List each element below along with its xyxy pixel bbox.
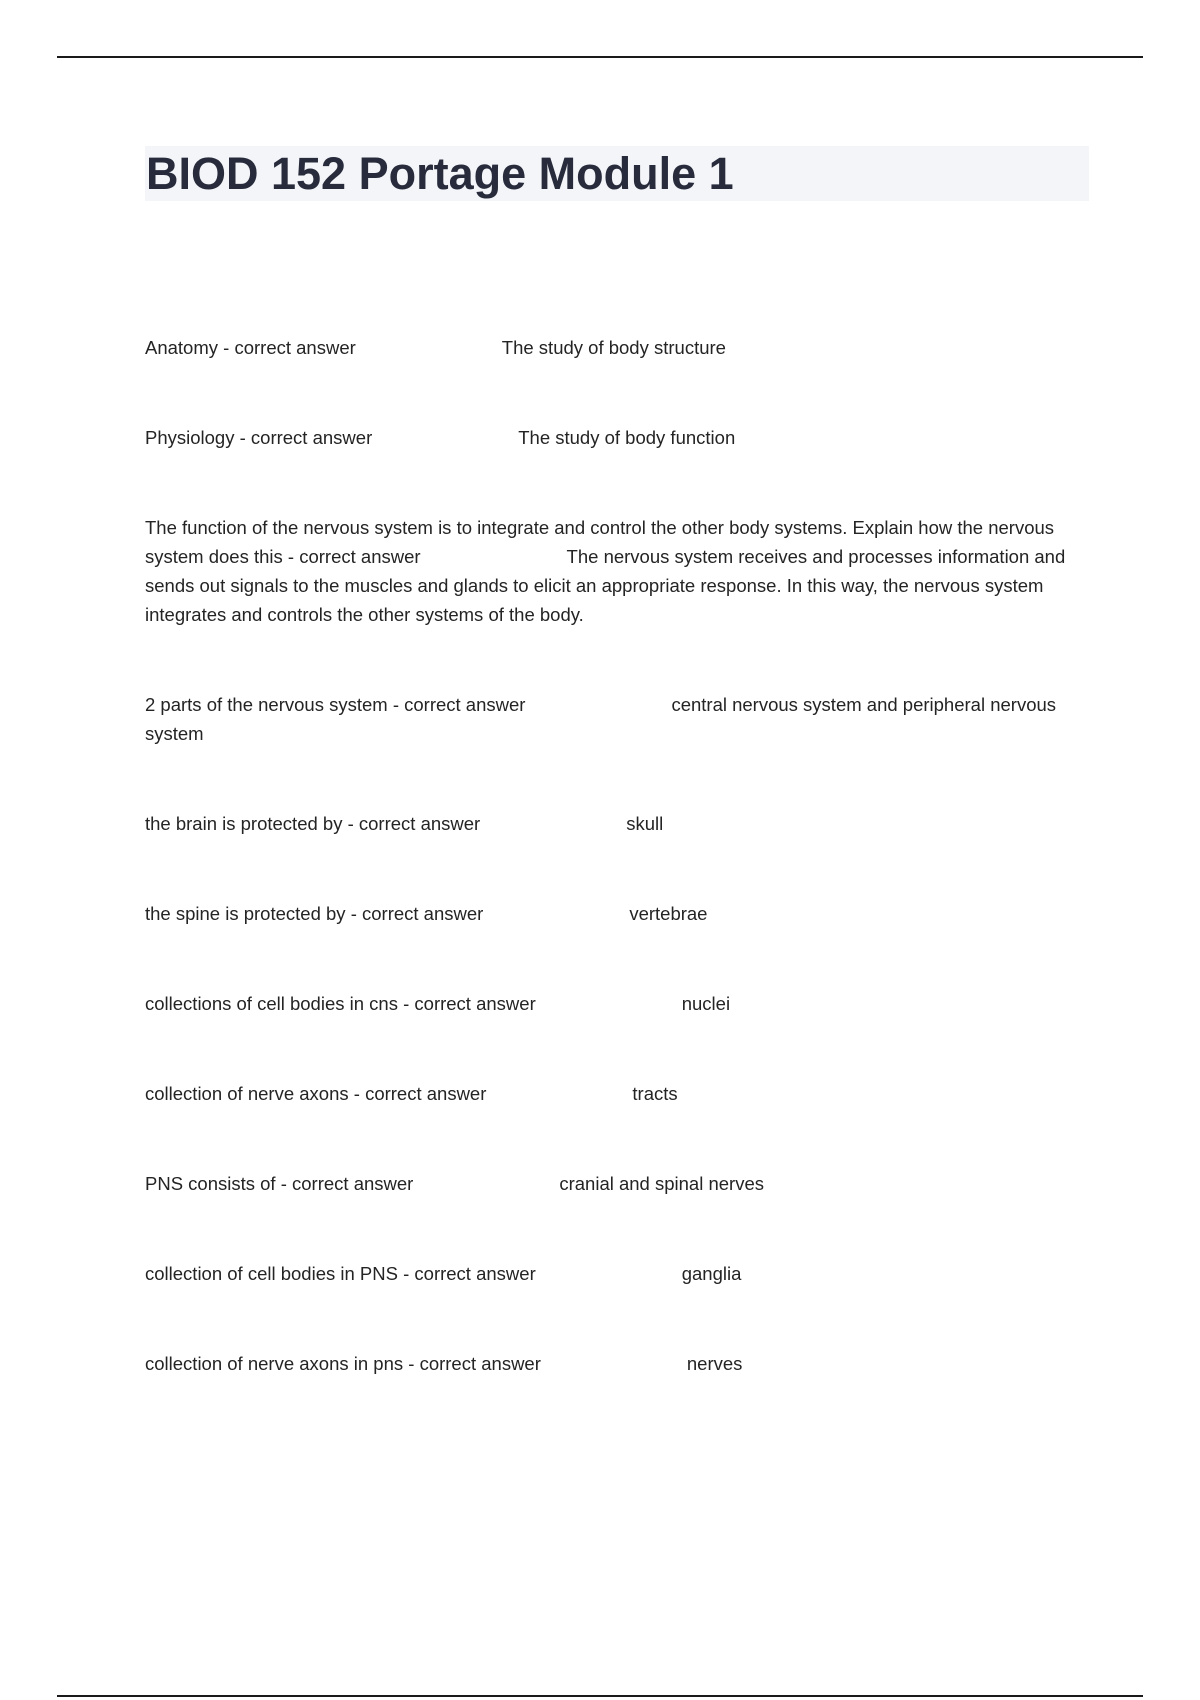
- answer-marker: - correct answer: [350, 903, 484, 924]
- bottom-rule: [57, 1695, 1143, 1697]
- card-term: 2 parts of the nervous system: [145, 694, 388, 715]
- card-definition: nerves: [686, 1353, 743, 1374]
- page-title: BIOD 152 Portage Module 1: [146, 148, 734, 199]
- flashcard-list: [145, 333, 1085, 1439]
- card-definition: tracts: [632, 1083, 678, 1104]
- flashcard: [145, 333, 1085, 362]
- card-definition: ganglia: [681, 1263, 742, 1284]
- card-definition: nuclei: [681, 993, 731, 1014]
- answer-marker: - correct answer: [353, 1083, 487, 1104]
- answer-marker: - correct answer: [403, 993, 536, 1014]
- card-definition: central nervous system and peripheral nervous system: [145, 694, 1057, 744]
- card-term: collection of nerve axons: [145, 1083, 349, 1104]
- card-definition: cranial and spinal nerves: [559, 1173, 764, 1194]
- card-term: collections of cell bodies in cns: [145, 993, 398, 1014]
- answer-marker: - correct answer: [347, 813, 481, 834]
- card-term: collection of cell bodies in PNS: [145, 1263, 398, 1284]
- card-definition: vertebrae: [629, 903, 708, 924]
- card-term: the spine is protected by: [145, 903, 346, 924]
- flashcard: [145, 690, 1085, 748]
- answer-marker: - correct answer: [403, 1263, 536, 1284]
- flashcard: [145, 809, 1085, 838]
- answer-marker: - correct answer: [408, 1353, 541, 1374]
- answer-marker: - correct answer: [280, 1173, 414, 1194]
- flashcard: [145, 989, 1085, 1018]
- card-definition: skull: [626, 813, 664, 834]
- card-term: Anatomy: [145, 337, 219, 358]
- top-rule: [57, 56, 1143, 58]
- answer-marker: - correct answer: [223, 337, 356, 358]
- answer-marker: - correct answer: [392, 694, 526, 715]
- card-term: collection of nerve axons in pns: [145, 1353, 404, 1374]
- card-term: the brain is protected by: [145, 813, 343, 834]
- flashcard: [145, 1169, 1085, 1198]
- flashcard: [145, 1079, 1085, 1108]
- flashcard: [145, 1259, 1085, 1288]
- card-definition: The study of body function: [518, 427, 736, 448]
- answer-marker: - correct answer: [239, 427, 373, 448]
- flashcard: [145, 899, 1085, 928]
- card-term: The function of the nervous system is to integrate and control the other body systems. Explain how the nervous system does this: [145, 517, 1055, 567]
- card-term: PNS consists of: [145, 1173, 276, 1194]
- flashcard: [145, 423, 1085, 452]
- card-definition: The nervous system receives and processes information and sends out signals to the muscles and glands to elicit an appropriate response. In this way, the nervous system integrates and controls the other systems of the body.: [145, 546, 1066, 625]
- answer-marker: - correct answer: [287, 546, 421, 567]
- card-term: Physiology: [145, 427, 235, 448]
- card-definition: The study of body structure: [501, 337, 726, 358]
- flashcard: [145, 1349, 1085, 1378]
- flashcard: [145, 513, 1085, 629]
